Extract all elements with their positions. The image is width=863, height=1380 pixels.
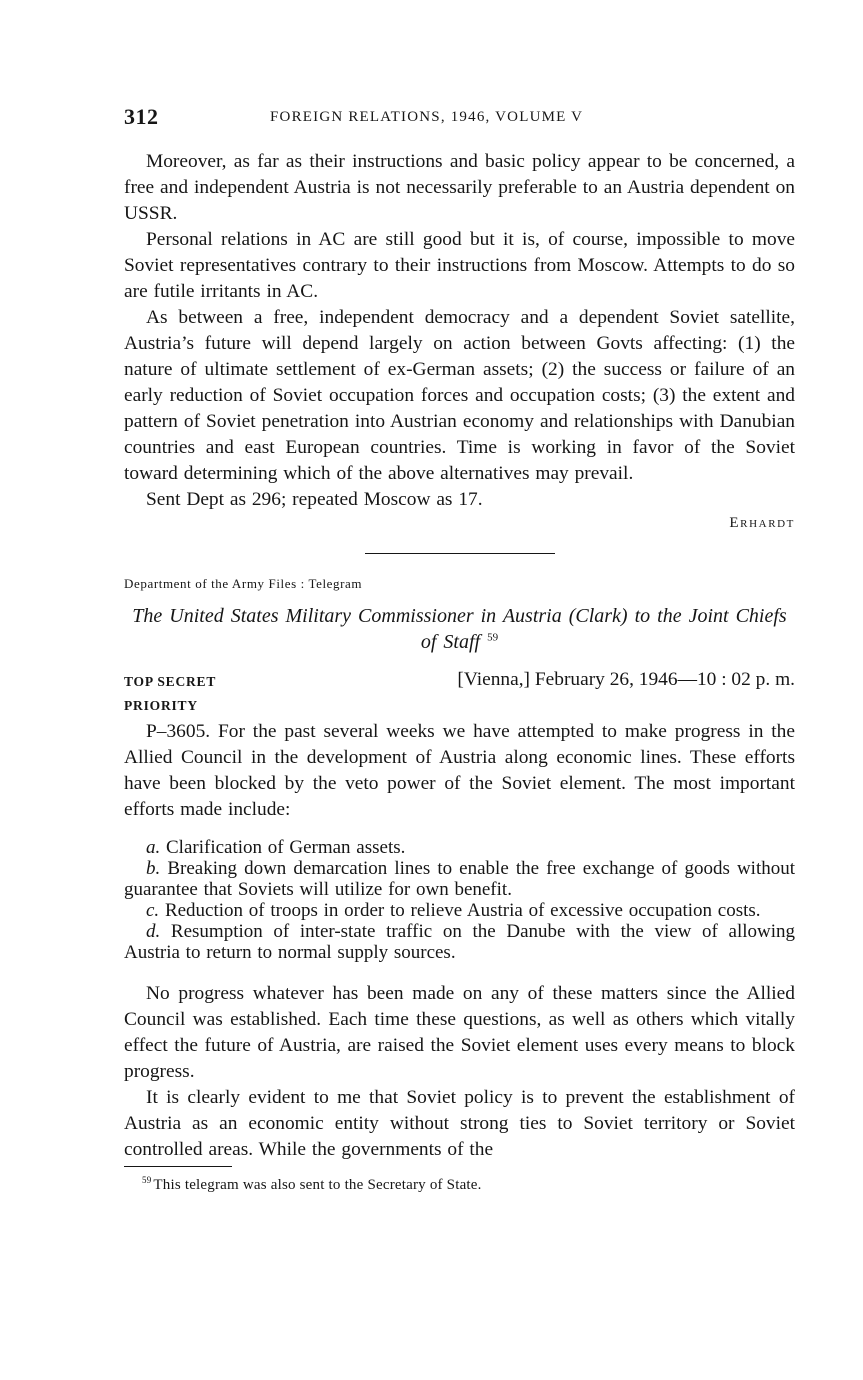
- document-title-text: The United States Military Commissioner in Austria (Clark) to the Joint Chiefs of Staff: [132, 605, 787, 653]
- dateline: [Vienna,] February 26, 1946—10 : 02 p. m.: [457, 669, 795, 690]
- source-line: Department of the Army Files : Telegram: [124, 576, 363, 591]
- body-paragraph: Personal relations in AC are still good but it is, of course, impossible to move Soviet representatives contrary to their instructions from Moscow. Attempts to do so are futile irritants in AC.: [124, 229, 795, 302]
- list-item-text: Clarification of German assets.: [166, 837, 406, 858]
- footnote-text: This telegram was also sent to the Secretary of State.: [153, 1177, 482, 1193]
- list-item-letter: b.: [146, 858, 161, 879]
- telegram-header: [124, 669, 795, 719]
- list-item-text: Resumption of inter-state traffic on the Danube with the view of allowing Austria to return to normal supply sources.: [124, 921, 796, 963]
- running-head: [124, 104, 795, 134]
- body-paragraph: As between a free, independent democracy and a dependent Soviet satellite, Austria’s future will depend largely on action between Govts affecting: (1) the nature of ultimate settlement of ex-German assets; (2) the success or failure of an early reduction of Soviet occupation forces and occupation costs; (3) the extent and pattern of Soviet penetration into Austrian economy and relationships with Danubian countries and east European countries. Time is working in favor of the Soviet toward determining which of the above alternatives may prevail.: [124, 307, 795, 484]
- list-item: [124, 858, 795, 900]
- footnote: [142, 1177, 795, 1194]
- list-item-text: Breaking down demarcation lines to enable the free exchange of goods without guarantee that Soviets will utilize for own benefit.: [124, 858, 796, 900]
- list-item: [124, 837, 795, 858]
- body-paragraph: Sent Dept as 296; repeated Moscow as 17.: [146, 489, 483, 510]
- section-divider: [365, 553, 555, 554]
- body-paragraph: It is clearly evident to me that Soviet policy is to prevent the establishment of Austria as an economic entity without strong ties to Soviet territory or Soviet controlled areas. While the governments of the: [124, 1087, 795, 1160]
- signature: Erhardt: [729, 515, 795, 531]
- efforts-list: [124, 837, 795, 963]
- list-item-text: Reduction of troops in order to relieve Austria of excessive occupation costs.: [164, 900, 761, 921]
- list-item: [124, 900, 795, 921]
- telegram-intro: P–3605. For the past several weeks we have attempted to make progress in the Allied Council in the development of Austria along economic lines. These efforts have been blocked by the veto power of the Soviet element. The most important efforts made include:: [124, 721, 795, 820]
- list-item-letter: a.: [146, 837, 161, 858]
- list-item-letter: c.: [146, 900, 160, 921]
- priority-label: PRIORITY: [124, 698, 198, 713]
- list-item: [124, 921, 795, 963]
- document-page: [124, 104, 795, 1194]
- running-title: FOREIGN RELATIONS, 1946, VOLUME V: [270, 109, 584, 125]
- footnote-reference: 59: [487, 631, 499, 644]
- document-title: [124, 603, 795, 655]
- classification-label: TOP SECRET: [124, 674, 217, 689]
- body-paragraph: Moreover, as far as their instructions and basic policy appear to be concerned, a free and independent Austria is not necessarily preferable to an Austria dependent on USSR.: [124, 151, 795, 224]
- list-item-letter: d.: [146, 921, 161, 942]
- body-paragraph: No progress whatever has been made on any of these matters since the Allied Council was established. Each time these questions, as well as others which vitally effect the future of Austria, are raised the Soviet element uses every means to block progress.: [124, 983, 795, 1082]
- footnote-mark: 59: [142, 1175, 152, 1185]
- footnote-rule: [124, 1166, 232, 1167]
- page-number: 312: [124, 104, 159, 129]
